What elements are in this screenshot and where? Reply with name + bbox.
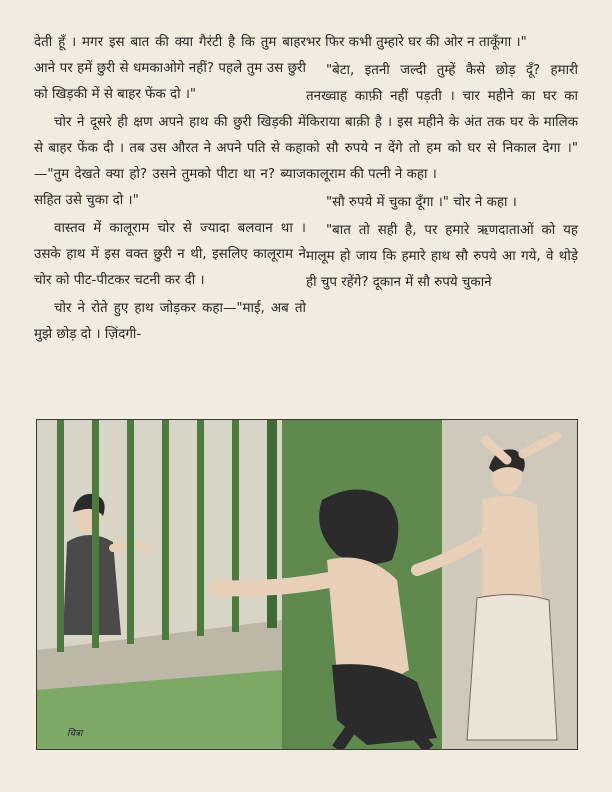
thief-arm — [217, 580, 329, 588]
illustrator-signature: चित्रा — [67, 729, 83, 739]
right-paragraph-4: "बात तो सही है, पर हमारे ऋणदाताओं को यह मालूम हो जाय कि हमारे हाथ सौ रुपये आ गये, वे थोड़े ही चुप रहेंगे? दूकान में सौ रुपये चुकाने — [306, 223, 578, 290]
story-illustration — [36, 419, 578, 750]
window-bar — [92, 420, 99, 648]
window-bar — [57, 420, 64, 652]
window-bar — [162, 420, 169, 640]
window-bar — [127, 420, 134, 644]
left-text-column — [34, 30, 306, 350]
left-paragraph-4: चोर ने रोते हुए हाथ जोड़कर कहा—"माई, अब तो मुझे छोड़ दो । ज़िंदगी- — [34, 301, 306, 342]
right-paragraph-2: "बेटा, इतनी जल्दी तुम्हें कैसे छोड़ दूँ? हमारी तनख्वाह काफ़ी नहीं पड़ती । चार महीने का घर का किराया बाक़ी है । इस महीने के अंत तक घर के मालिक को सौ रुपये न देंगे तो हम को घर से निकाल देगा ।" कालूराम की पत्नी ने कहा । — [306, 63, 578, 182]
window-bar — [197, 420, 204, 636]
left-paragraph-3: वास्तव में कालूराम चोर से ज्यादा बलवान था । उसके हाथ में इस वक्त छुरी न थी, इसलिए कालूराम ने चोर को पीट-पीटकर चटनी कर दी । — [34, 221, 306, 288]
right-paragraph-3: "सौ रुपये में चुका दूँगा ।" चोर ने कहा । — [326, 195, 517, 210]
left-paragraph-1: देती हूँ । मगर इस बात की क्या गैरंटी है कि तुम बाहर आने पर हमें छुरी से धमकाओगे नहीं? पहले तुम उस छुरी को खिड़की में से बाहर फेंक दो ।" — [34, 35, 306, 102]
husband-dhoti — [467, 594, 557, 740]
husband-torso — [482, 496, 542, 605]
window-frame — [267, 420, 277, 628]
window-bar — [232, 420, 239, 632]
right-paragraph-1: भर फिर कभी तुम्हारे घर की ओर न ताकूँगा ।" — [306, 35, 527, 50]
right-text-column — [306, 30, 578, 298]
left-paragraph-2: चोर ने दूसरे ही क्षण अपने हाथ की छुरी खिड़की में से बाहर फेंक दी । तब उस औरत ने अपने पति से कहा—"तुम देखते क्या हो? उसने तुमको पीटा था न? ब्याज सहित उसे चुका दो ।" — [34, 115, 306, 208]
